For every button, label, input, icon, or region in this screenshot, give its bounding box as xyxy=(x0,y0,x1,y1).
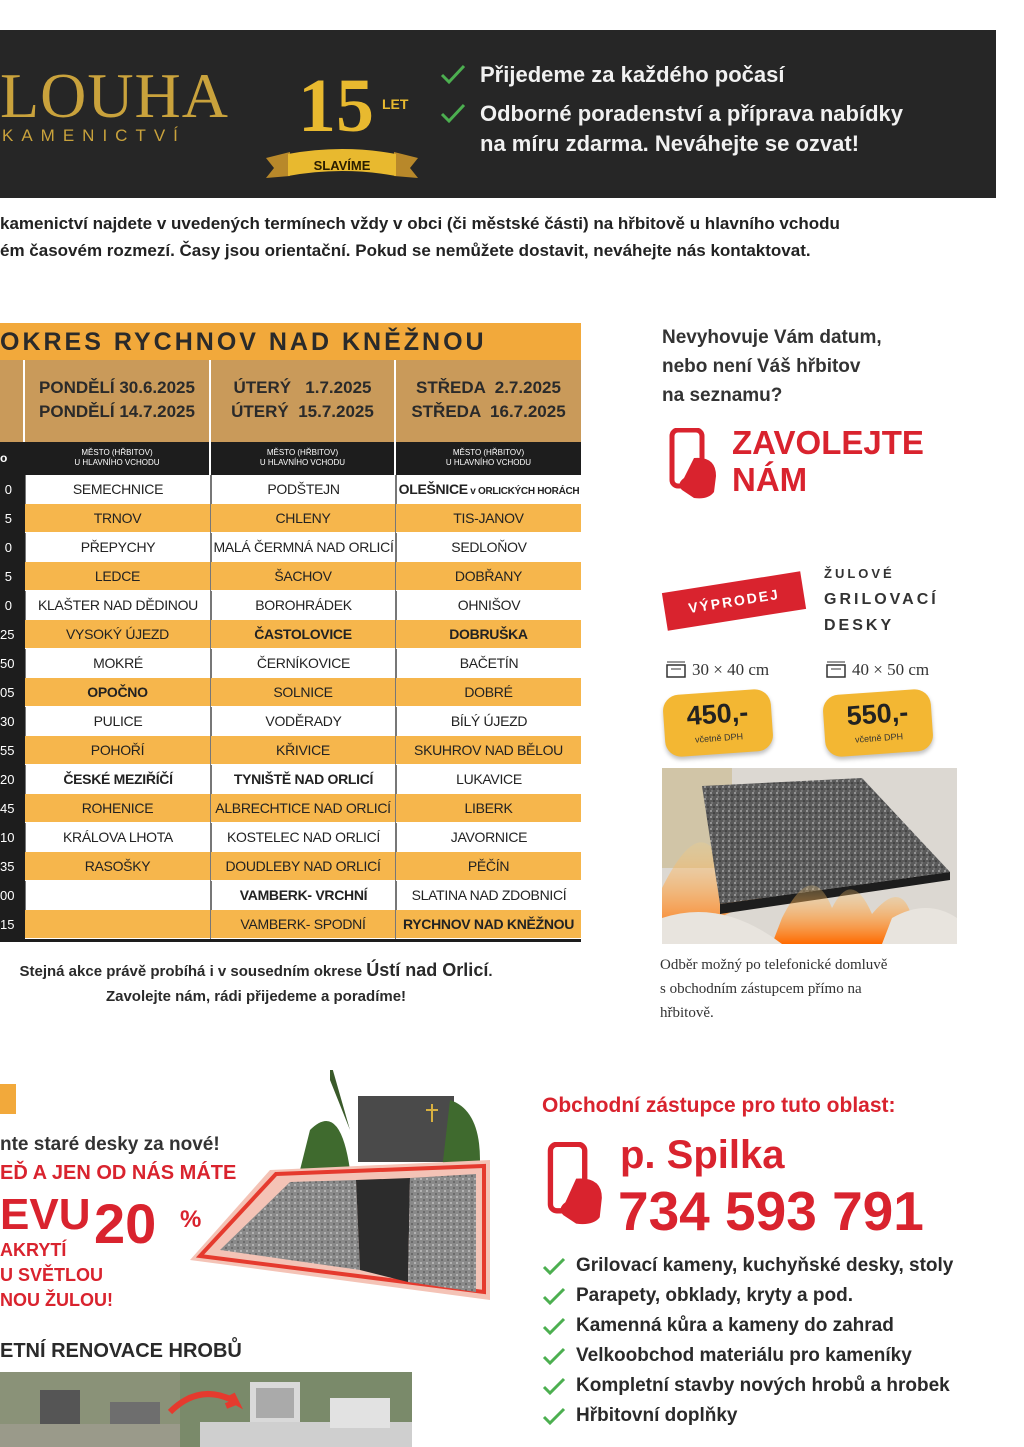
service-text: Hřbitovní doplňky xyxy=(576,1405,738,1426)
town-name: PODŠTEJN xyxy=(267,481,340,497)
call-us-text xyxy=(732,424,924,498)
call-line: NÁM xyxy=(732,461,808,498)
town-name: ROHENICE xyxy=(81,800,154,816)
pickup-line: Odběr možný po telefonické domluvě xyxy=(660,957,888,973)
benefit-text: Přijedeme za každého počasí xyxy=(480,62,785,87)
town-cell xyxy=(211,591,396,620)
town-name: TRNOV xyxy=(93,510,142,526)
town-name: VAMBERK- SPODNÍ xyxy=(240,916,366,932)
renovation-before-after-photo xyxy=(0,1372,412,1447)
town-name: SOLNICE xyxy=(273,684,333,700)
town-name: RYCHNOV NAD KNĚŽNOU xyxy=(402,916,575,932)
town-cell xyxy=(211,562,396,591)
note-text: Stejná akce právě probíhá i v sousedním okrese xyxy=(19,963,367,980)
town-name: DOBRÉ xyxy=(464,684,513,700)
time-cell: 05 xyxy=(0,678,25,707)
benefit-item xyxy=(440,60,903,90)
column-header-line: U HLAVNÍHO VCHODU xyxy=(259,458,346,467)
table-body xyxy=(0,475,581,939)
town-cell xyxy=(25,504,211,533)
date-cell-tuesday xyxy=(211,360,396,442)
table-row xyxy=(0,620,581,649)
town-cell xyxy=(396,852,581,881)
check-icon xyxy=(542,1347,566,1367)
check-icon xyxy=(542,1407,566,1427)
table-row xyxy=(0,562,581,591)
call-us-block[interactable] xyxy=(664,424,964,504)
town-name: VODĚRADY xyxy=(265,713,342,729)
town-cell xyxy=(25,823,211,852)
promo-discount-word: EVU xyxy=(0,1190,91,1239)
note-text: . xyxy=(488,963,493,980)
town-name: LIBERK xyxy=(464,800,513,816)
promo-discount-value: 20 xyxy=(94,1192,157,1255)
date-question xyxy=(662,323,962,410)
intro-line: ém časovém rozmezí. Časy jsou orientační. Pokud se nemůžete dostavit, neváhejte nás kontaktovat. xyxy=(0,241,811,260)
benefit-text: Odborné poradenství a příprava nabídky xyxy=(480,101,903,126)
phone-icon xyxy=(544,1142,604,1226)
table-row xyxy=(0,794,581,823)
time-cell: 15 xyxy=(0,910,25,939)
town-name-suffix: v ORLICKÝCH HORÁCH xyxy=(467,486,580,497)
town-cell xyxy=(396,736,581,765)
pickup-line: hřbitově. xyxy=(660,1005,714,1021)
town-name: VAMBERK- VRCHNÍ xyxy=(239,887,368,903)
town-name: CHLENY xyxy=(275,510,331,526)
pickup-line: s obchodním zástupcem přímo na xyxy=(660,981,862,997)
table-bottom-border xyxy=(0,939,581,942)
time-cell: 20 xyxy=(0,765,25,794)
intro-line: kamenictví najdete v uvedených termínech vždy v obci (či městské části) na hřbitově u hlavního vchodu xyxy=(0,214,840,233)
town-cell xyxy=(25,736,211,765)
town-name: JAVORNICE xyxy=(450,829,528,845)
column-header-line: MĚSTO (HŘBITOV) xyxy=(81,448,153,457)
town-cell xyxy=(396,794,581,823)
column-header xyxy=(25,442,211,475)
town-name: SEDLOŇOV xyxy=(451,539,527,555)
town-cell xyxy=(211,707,396,736)
date-line: PONDĚLÍ 14.7.2025 xyxy=(39,402,195,421)
check-icon xyxy=(440,64,466,86)
promo-subhead: EĎ A JEN OD NÁS MÁTE xyxy=(0,1162,237,1184)
town-name: ALBRECHTICE NAD ORLICÍ xyxy=(215,800,391,816)
town-name: KLAŠTER NAD DĚDINOU xyxy=(38,597,198,613)
town-cell xyxy=(211,881,396,910)
call-line: ZAVOLEJTE xyxy=(732,424,924,461)
town-cell xyxy=(211,649,396,678)
table-row xyxy=(0,707,581,736)
town-name: DOBŘANY xyxy=(454,568,523,584)
town-name: KRÁLOVA LHOTA xyxy=(63,829,173,845)
service-text: Parapety, obklady, kryty a pod. xyxy=(576,1285,854,1306)
promo-detail-line: U SVĚTLOU xyxy=(0,1265,104,1285)
promo-details xyxy=(0,1238,200,1313)
service-item xyxy=(542,1401,953,1431)
table-row xyxy=(0,591,581,620)
benefit-item-continued xyxy=(440,129,903,159)
town-name: MALÁ ČERMNÁ NAD ORLICÍ xyxy=(213,539,394,555)
check-icon xyxy=(440,103,466,125)
town-cell xyxy=(211,678,396,707)
town-cell xyxy=(211,823,396,852)
price-value: 550,- xyxy=(845,696,910,732)
town-cell xyxy=(396,562,581,591)
brand-subtitle: KAMENICTVÍ xyxy=(2,126,186,145)
town-cell xyxy=(211,794,396,823)
date-line: ÚTERÝ 15.7.2025 xyxy=(231,402,374,421)
town-name: ČERNÍKOVICE xyxy=(256,655,351,671)
question-line: na seznamu? xyxy=(662,385,783,406)
grill-size-text: 40 × 50 cm xyxy=(852,660,930,679)
time-cell: 0 xyxy=(0,475,25,504)
town-name: KŘIVICE xyxy=(276,742,330,758)
town-name: BÍLÝ ÚJEZD xyxy=(450,713,528,729)
check-icon xyxy=(542,1317,566,1337)
grill-title xyxy=(824,561,939,639)
town-cell xyxy=(396,678,581,707)
column-header-row xyxy=(0,442,581,475)
time-cell: 5 xyxy=(0,562,25,591)
town-cell xyxy=(25,678,211,707)
table-row xyxy=(0,678,581,707)
price-badge-small xyxy=(662,688,774,757)
intro-text xyxy=(0,210,1000,264)
town-cell xyxy=(396,910,581,939)
town-name: ČESKÉ MEZIŘÍČÍ xyxy=(63,771,173,787)
grill-title-line: ŽULOVÉ xyxy=(824,566,895,581)
town-cell xyxy=(396,823,581,852)
table-title: OKRES RYCHNOV NAD KNĚŽNOU xyxy=(0,323,581,360)
question-line: Nevyhovuje Vám datum, xyxy=(662,327,882,348)
price-note: včetně DPH xyxy=(694,731,744,745)
service-text: Velkoobchod materiálu pro kameníky xyxy=(576,1345,912,1366)
town-cell xyxy=(211,736,396,765)
town-cell xyxy=(396,504,581,533)
column-header-line: MĚSTO (HŘBITOV) xyxy=(452,448,525,457)
town-cell xyxy=(396,475,581,504)
time-cell: 10 xyxy=(0,823,25,852)
table-row xyxy=(0,823,581,852)
town-name: PULICE xyxy=(93,713,143,729)
sales-rep-name: p. Spilka xyxy=(620,1133,785,1177)
neighbour-district-note xyxy=(0,958,512,1009)
time-cell: 0 xyxy=(0,591,25,620)
town-cell xyxy=(396,649,581,678)
town-cell xyxy=(396,620,581,649)
town-cell xyxy=(211,475,396,504)
column-header xyxy=(211,442,396,475)
town-name: OHNIŠOV xyxy=(457,597,521,613)
price-badge-large xyxy=(822,688,934,757)
grill-size-small xyxy=(666,660,769,680)
time-cell: 5 xyxy=(0,504,25,533)
renovation-title: ETNÍ RENOVACE HROBŮ xyxy=(0,1340,242,1362)
sale-badge: VÝPRODEJ xyxy=(662,571,806,630)
service-item xyxy=(542,1311,953,1341)
time-cell: 30 xyxy=(0,707,25,736)
town-name: OPOČNO xyxy=(87,684,148,700)
town-name: DOBRUŠKA xyxy=(449,626,528,642)
benefits-list xyxy=(440,60,903,168)
town-name: DOUDLEBY NAD ORLICÍ xyxy=(225,858,381,874)
town-name: VYSOKÝ ÚJEZD xyxy=(66,626,169,642)
town-cell xyxy=(396,881,581,910)
town-name: ŠACHOV xyxy=(274,568,332,584)
promo-tab xyxy=(0,1084,16,1114)
schedule-table xyxy=(0,323,581,942)
pickup-note xyxy=(660,953,960,1025)
table-row xyxy=(0,852,581,881)
grill-size-text: 30 × 40 cm xyxy=(692,660,770,679)
dates-num-col xyxy=(0,360,25,442)
town-name: TYNIŠTĚ NAD ORLICÍ xyxy=(233,771,374,787)
table-row xyxy=(0,533,581,562)
phone-icon xyxy=(664,428,720,500)
grill-stone-photo xyxy=(662,768,957,944)
anniversary-number: 15 xyxy=(298,64,374,148)
anniversary-let: LET xyxy=(382,96,409,112)
town-cell xyxy=(211,765,396,794)
date-line: PONDĚLÍ 30.6.2025 xyxy=(39,378,195,397)
check-icon xyxy=(542,1287,566,1307)
town-name: MOKRÉ xyxy=(93,655,143,671)
town-name: OLEŠNICE xyxy=(398,481,468,497)
town-name: LUKAVICE xyxy=(456,771,522,787)
town-cell xyxy=(25,649,211,678)
promo-detail-line: AKRYTÍ xyxy=(0,1240,67,1260)
note-line: Zavolejte nám, rádi přijedeme a poradíme! xyxy=(105,988,407,1005)
table-row xyxy=(0,881,581,910)
time-cell: 55 xyxy=(0,736,25,765)
header-banner xyxy=(0,30,996,198)
town-cell xyxy=(25,881,211,910)
price-value: 450,- xyxy=(685,696,750,732)
town-name: ČASTOLOVICE xyxy=(254,626,352,642)
brand-logo: LOUHA xyxy=(0,60,229,131)
town-cell xyxy=(25,591,211,620)
town-cell xyxy=(25,533,211,562)
grave-renovation-image xyxy=(180,1070,520,1340)
grill-title-line: GRILOVACÍ xyxy=(824,591,939,608)
column-header-line: U HLAVNÍHO VCHODU xyxy=(74,458,160,467)
town-cell xyxy=(396,707,581,736)
column-header xyxy=(396,442,581,475)
town-name: SKUHROV NAD BĚLOU xyxy=(414,742,563,758)
town-name: KOSTELEC NAD ORLICÍ xyxy=(226,829,380,845)
town-name: PŘEPYCHY xyxy=(80,539,156,555)
size-dimension-icon xyxy=(666,660,686,678)
town-cell xyxy=(25,765,211,794)
grill-size-large xyxy=(826,660,929,680)
town-cell xyxy=(25,794,211,823)
column-header-line: MĚSTO (HŘBITOV) xyxy=(266,448,339,457)
town-name: SEMECHNICE xyxy=(72,481,164,497)
table-row xyxy=(0,910,581,939)
town-name: SLATINA NAD ZDOBNICÍ xyxy=(411,887,567,903)
benefit-item xyxy=(440,99,903,129)
town-name: PĚČÍN xyxy=(467,858,510,874)
town-name: LEDCE xyxy=(94,568,141,584)
service-item xyxy=(542,1251,953,1281)
benefit-text: na míru zdarma. Neváhejte se ozvat! xyxy=(480,131,860,156)
time-cell: 50 xyxy=(0,649,25,678)
town-name: POHOŘÍ xyxy=(90,742,145,758)
service-text: Kompletní stavby nových hrobů a hrobek xyxy=(576,1375,950,1396)
town-cell xyxy=(25,910,211,939)
town-name: RASOŠKY xyxy=(84,858,151,874)
time-cell: 35 xyxy=(0,852,25,881)
service-text: Grilovací kameny, kuchyňské desky, stoly xyxy=(576,1255,954,1276)
size-dimension-icon xyxy=(826,660,846,678)
service-item xyxy=(542,1341,953,1371)
town-cell xyxy=(396,591,581,620)
date-cell-monday xyxy=(25,360,211,442)
town-cell xyxy=(211,620,396,649)
sales-rep-title: Obchodní zástupce pro tuto oblast: xyxy=(542,1094,896,1117)
dates-row xyxy=(0,360,581,442)
town-name: TIS-JANOV xyxy=(453,510,524,526)
town-cell xyxy=(211,504,396,533)
anniversary-badge xyxy=(262,66,422,194)
time-cell: 25 xyxy=(0,620,25,649)
date-line: ÚTERÝ 1.7.2025 xyxy=(233,378,372,397)
date-line: STŘEDA 2.7.2025 xyxy=(416,378,561,397)
table-row xyxy=(0,504,581,533)
town-cell xyxy=(25,620,211,649)
services-list xyxy=(542,1251,953,1431)
anniversary-ribbon-text: SLAVÍME xyxy=(313,158,371,173)
column-header-line: U HLAVNÍHO VCHODU xyxy=(445,458,532,467)
price-note: včetně DPH xyxy=(854,731,904,745)
town-cell xyxy=(396,533,581,562)
check-icon xyxy=(542,1377,566,1397)
town-cell xyxy=(25,562,211,591)
town-cell xyxy=(396,765,581,794)
time-cell: 45 xyxy=(0,794,25,823)
town-cell xyxy=(211,910,396,939)
note-line xyxy=(0,958,512,984)
promo-headline: nte staré desky za nové! xyxy=(0,1134,220,1155)
town-cell xyxy=(25,475,211,504)
town-name: BAČETÍN xyxy=(459,655,519,671)
time-cell: 0 xyxy=(0,533,25,562)
town-cell xyxy=(25,707,211,736)
table-row xyxy=(0,649,581,678)
note-district: Ústí nad Orlicí xyxy=(366,960,489,980)
check-icon xyxy=(542,1257,566,1277)
time-column-header: o xyxy=(0,451,8,465)
service-text: Kamenná kůra a kameny do zahrad xyxy=(576,1315,894,1336)
table-row xyxy=(0,736,581,765)
sales-rep-phone[interactable]: 734 593 791 xyxy=(618,1180,924,1242)
promo-discount-percent: % xyxy=(180,1206,202,1233)
promo-detail-line: NOU ŽULOU! xyxy=(0,1290,113,1310)
question-line: nebo není Váš hřbitov xyxy=(662,356,861,377)
service-item xyxy=(542,1371,953,1401)
time-cell: 00 xyxy=(0,881,25,910)
service-item xyxy=(542,1281,953,1311)
date-line: STŘEDA 16.7.2025 xyxy=(411,402,566,421)
town-cell xyxy=(211,852,396,881)
grill-title-line: DESKY xyxy=(824,617,895,634)
town-cell xyxy=(211,533,396,562)
table-row xyxy=(0,475,581,504)
table-row xyxy=(0,765,581,794)
town-name: BOROHRÁDEK xyxy=(255,597,352,613)
town-cell xyxy=(25,852,211,881)
date-cell-wednesday xyxy=(396,360,581,442)
